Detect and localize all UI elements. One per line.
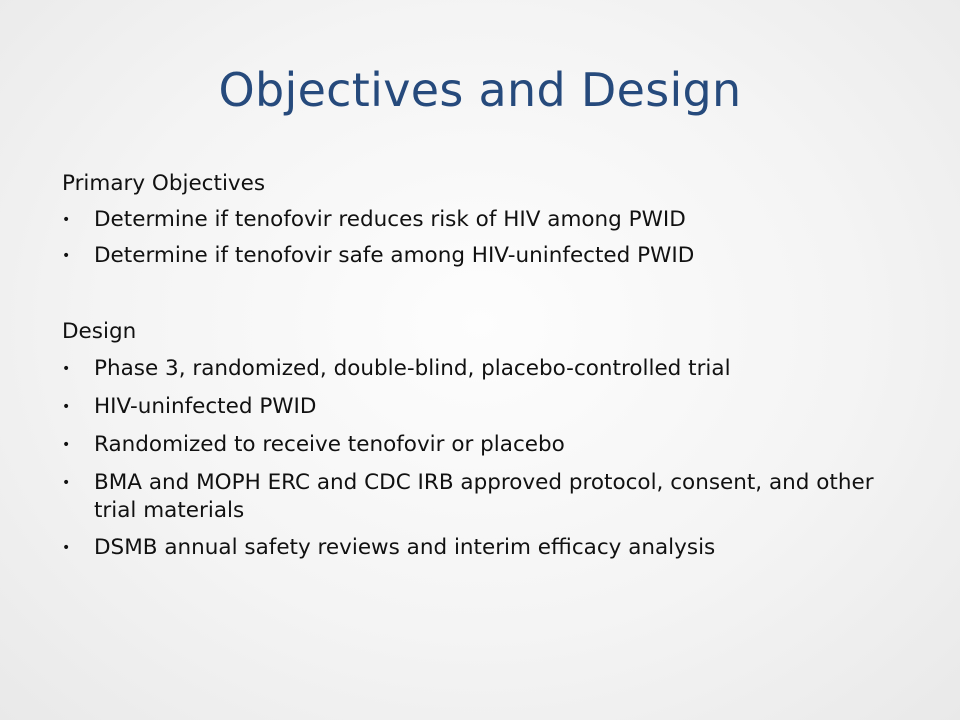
list-item bbox=[62, 350, 922, 388]
list-item-text: Randomized to receive tenofovir or placebo bbox=[94, 432, 565, 457]
list-item bbox=[62, 426, 922, 464]
list-item-text: DSMB annual safety reviews and interim efficacy analysis bbox=[94, 535, 716, 560]
list-item-text: Phase 3, randomized, double-blind, placebo-controlled trial bbox=[94, 356, 731, 381]
slide-title: Objectives and Design bbox=[218, 63, 742, 117]
bullet-icon: • bbox=[62, 540, 71, 556]
section-heading-primary-objectives: Primary Objectives bbox=[62, 171, 266, 196]
list-item bbox=[62, 529, 922, 567]
section-spacer bbox=[62, 274, 922, 314]
bullet-icon: • bbox=[62, 361, 71, 377]
list-item-text: BMA and MOPH ERC and CDC IRB approved protocol, consent, and other trial materials bbox=[94, 470, 874, 523]
primary-objectives-list bbox=[62, 202, 922, 274]
list-item-text: HIV-uninfected PWID bbox=[94, 394, 317, 419]
list-item bbox=[62, 388, 922, 426]
list-item bbox=[62, 202, 922, 238]
list-item bbox=[62, 464, 922, 529]
design-list bbox=[62, 350, 922, 567]
slide-content bbox=[62, 166, 922, 567]
list-item-text: Determine if tenofovir reduces risk of HIV among PWID bbox=[94, 207, 686, 232]
bullet-icon: • bbox=[62, 248, 71, 264]
list-item bbox=[62, 238, 922, 274]
bullet-icon: • bbox=[62, 212, 71, 228]
list-item-text: Determine if tenofovir safe among HIV-uninfected PWID bbox=[94, 243, 695, 268]
section-heading-design: Design bbox=[62, 319, 137, 344]
bullet-icon: • bbox=[62, 399, 71, 415]
bullet-icon: • bbox=[62, 475, 71, 491]
bullet-icon: • bbox=[62, 437, 71, 453]
